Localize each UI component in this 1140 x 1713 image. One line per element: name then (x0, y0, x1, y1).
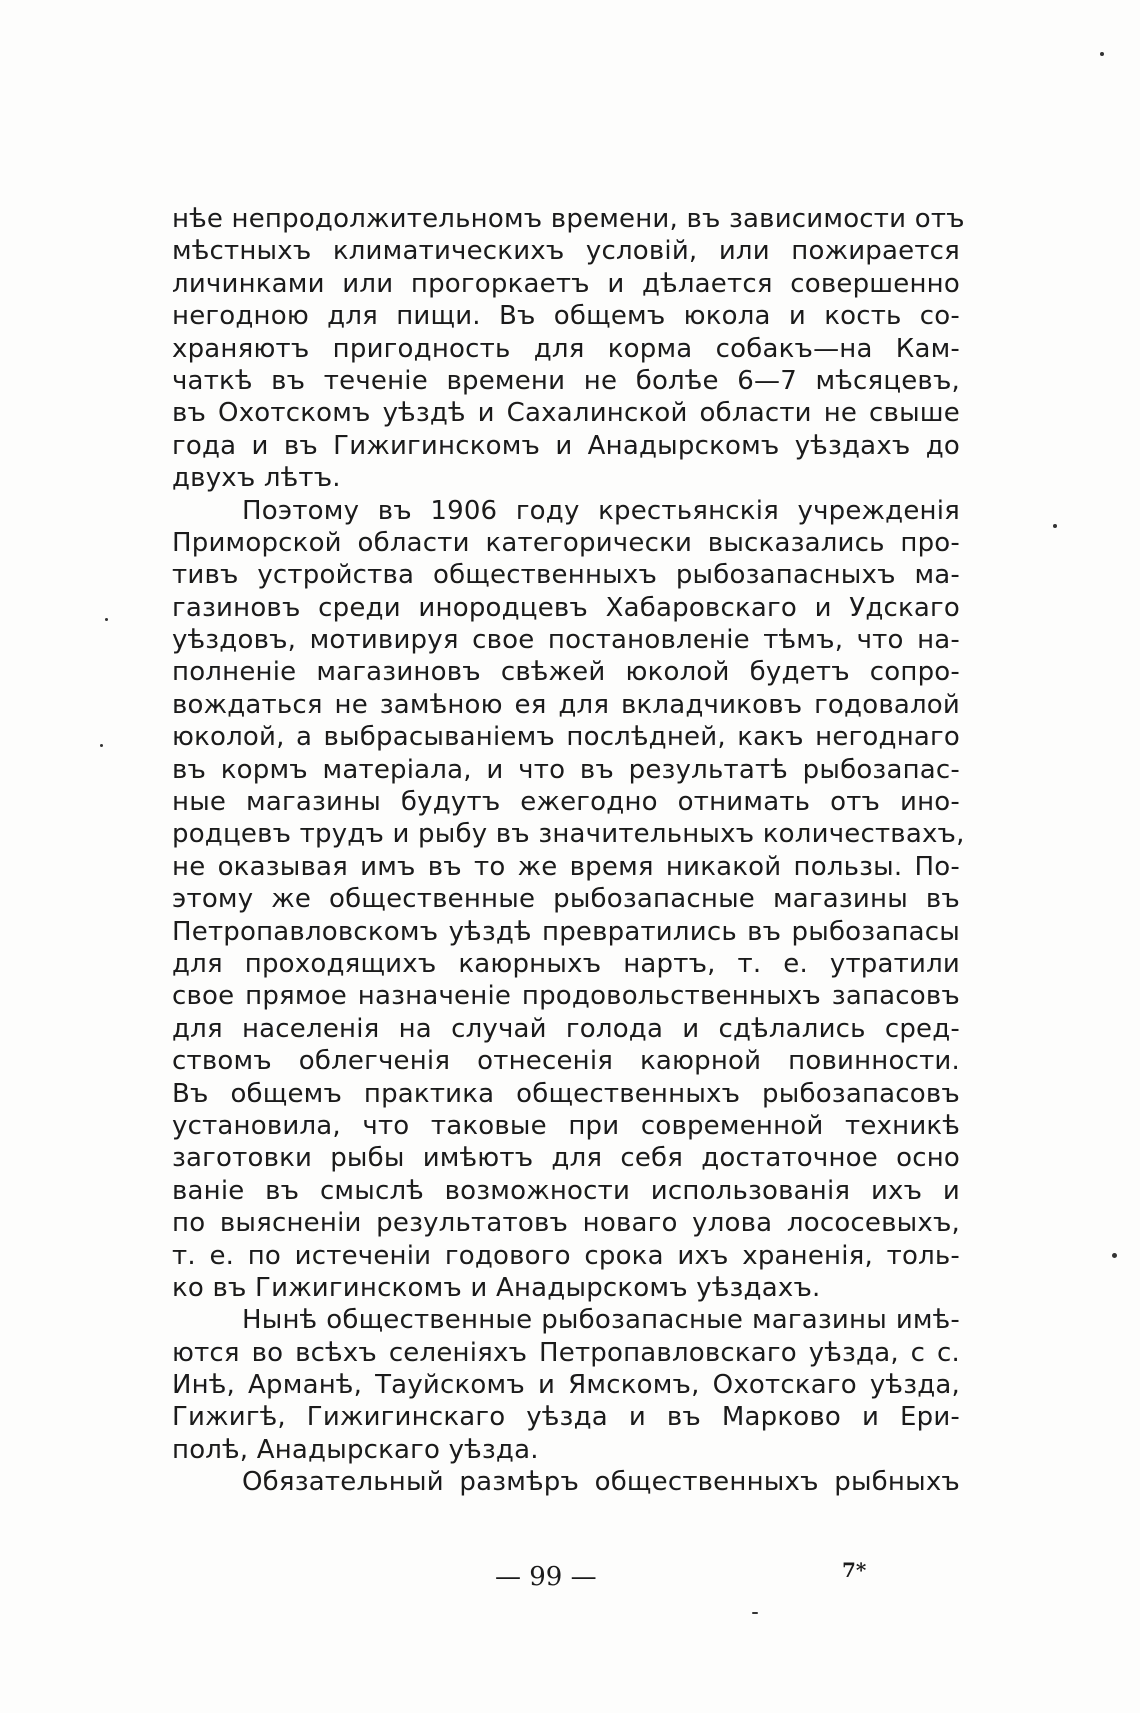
paper-speck (1112, 1253, 1117, 1258)
text-line: по выясненіи результатовъ новаго улова лососевыхъ, (172, 1208, 960, 1239)
text-line: для проходящихъ каюрныхъ нартъ, т. е. утратили (172, 948, 960, 979)
text-line: года и въ Гижигинскомъ и Анадырскомъ уѣздахъ до (172, 430, 960, 461)
text-line: ные магазины будутъ ежегодно отнимать отъ ино- (172, 787, 960, 818)
paper-speck (1100, 52, 1104, 56)
text-line: полненіе магазиновъ свѣжей юколой будетъ сопро- (172, 657, 960, 688)
text-line: храняютъ пригодность для корма собакъ—на Кам- (172, 333, 960, 364)
text-line: двухъ лѣтъ. (172, 463, 341, 494)
paper-speck (100, 744, 103, 747)
text-line: этому же общественные рыбозапасные магазины въ (172, 884, 960, 915)
text-line: уѣздовъ, мотивируя свое постановленіе тѣмъ, что на- (172, 625, 960, 656)
paper-speck (752, 1612, 758, 1614)
paper-speck (105, 618, 108, 621)
text-line: Гижигѣ, Гижигинскаго уѣзда и въ Марково и Ери- (172, 1402, 960, 1433)
body-text (172, 203, 965, 1499)
text-line: заготовки рыбы имѣютъ для себя достаточное осно (172, 1143, 960, 1174)
text-line: газиновъ среди инородцевъ Хабаровскаго и Удскаго (172, 592, 960, 623)
text-line: Въ общемъ практика общественныхъ рыбозапасовъ (172, 1078, 960, 1109)
paragraph-start-line: Поэтому въ 1906 году крестьянскія учрежденія (242, 495, 960, 526)
text-line: тивъ устройства общественныхъ рыбозапасныхъ ма- (172, 560, 960, 591)
paper-speck (1053, 524, 1057, 528)
text-line: Приморской области категорически высказались про- (172, 527, 960, 558)
text-line: родцевъ трудъ и рыбу въ значительныхъ количествахъ, (172, 819, 965, 850)
text-line: ваніе въ смыслѣ возможности использованія ихъ и (172, 1175, 960, 1206)
text-line: Петропавловскомъ уѣздѣ превратились въ рыбозапасы (172, 916, 960, 947)
text-line: не оказывая имъ въ то же время никакой пользы. По- (172, 851, 960, 882)
text-line: негодною для пищи. Въ общемъ юкола и кость со- (172, 301, 960, 332)
text-line: ко въ Гижигинскомъ и Анадырскомъ уѣздахъ. (172, 1272, 821, 1303)
text-line: для населенія на случай голода и сдѣлались сред- (172, 1013, 960, 1044)
paragraph-start-line: Обязательный размѣръ общественныхъ рыбныхъ (242, 1467, 960, 1498)
text-line: свое прямое назначеніе продовольственныхъ запасовъ (172, 981, 960, 1012)
text-line: личинками или прогоркаетъ и дѣлается совершенно (172, 268, 960, 299)
text-line: юколой, а выбрасываніемъ послѣдней, какъ негоднаго (172, 722, 960, 753)
text-line: мѣстныхъ климатическихъ условій, или пожирается (172, 236, 960, 267)
page-number: — 99 — (495, 1562, 597, 1592)
text-line: полѣ, Анадырскаго уѣзда. (172, 1434, 539, 1465)
text-line: установила, что таковые при современной техникѣ (172, 1110, 960, 1141)
text-line: чаткѣ въ теченіе времени не болѣе 6—7 мѣсяцевъ, (172, 365, 960, 396)
text-line: въ Охотскомъ уѣздѣ и Сахалинской области не свыше (172, 398, 960, 429)
paragraph-start-line: Нынѣ общественные рыбозапасные магазины имѣ- (242, 1305, 960, 1336)
text-line: ствомъ облегченія отнесенія каюрной повинности. (172, 1046, 960, 1077)
text-line: Инѣ, Арманѣ, Тауйскомъ и Ямскомъ, Охотскаго уѣзда, (172, 1370, 960, 1401)
text-line: нѣе непродолжительномъ времени, въ зависимости отъ (172, 204, 965, 234)
text-line: въ кормъ матеріала, и что въ результатѣ рыбозапас- (172, 754, 960, 785)
text-line: т. е. по истеченіи годового срока ихъ храненія, толь- (172, 1240, 960, 1271)
text-line: ются во всѣхъ селеніяхъ Петропавловскаго уѣзда, с с. (172, 1337, 960, 1368)
text-line: вождаться не замѣною ея для вкладчиковъ годовалой (172, 689, 960, 720)
signature-mark: 7* (842, 1558, 867, 1582)
